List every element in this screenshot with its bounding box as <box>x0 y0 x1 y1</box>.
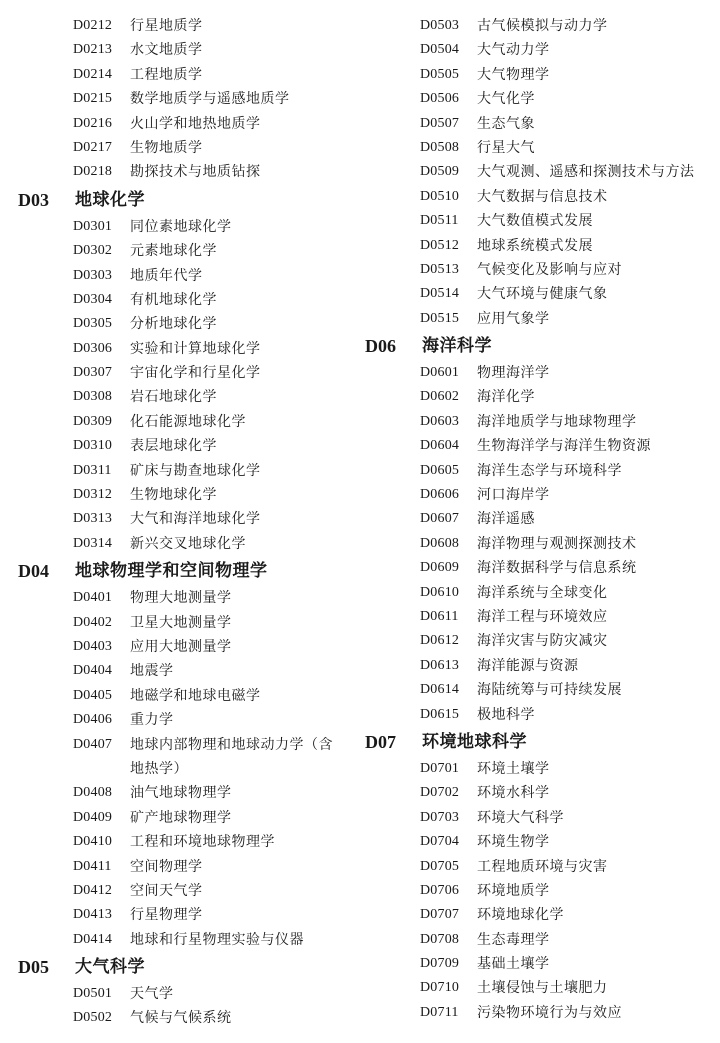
discipline-name: 化石能源地球化学 <box>130 413 246 430</box>
discipline-code: D0607 <box>420 511 460 527</box>
discipline-code: D0214 <box>73 66 113 82</box>
discipline-item <box>18 38 358 62</box>
discipline-item <box>18 982 358 1006</box>
discipline-code: D0212 <box>73 18 113 33</box>
discipline-name: 环境生物学 <box>477 834 550 851</box>
discipline-item <box>18 781 358 805</box>
discipline-item <box>18 507 358 531</box>
section-heading <box>18 952 358 982</box>
discipline-code: D0608 <box>420 535 460 551</box>
discipline-name: 行星大气 <box>477 139 535 156</box>
discipline-item <box>365 63 710 87</box>
discipline-code: D0504 <box>420 42 460 58</box>
left-column <box>18 14 358 1031</box>
discipline-item <box>365 928 710 952</box>
discipline-item <box>365 136 710 160</box>
discipline-code: D0702 <box>420 785 460 801</box>
discipline-item <box>18 215 358 239</box>
discipline-code: D0403 <box>73 638 113 654</box>
discipline-item <box>365 483 710 507</box>
discipline-name: 宇宙化学和行星化学 <box>130 365 261 382</box>
discipline-name: 大气物理学 <box>477 66 550 83</box>
discipline-code: D0409 <box>73 809 113 825</box>
discipline-code: D0508 <box>420 139 460 155</box>
discipline-name: 生物地质学 <box>130 139 203 156</box>
discipline-name: 气候与气候系统 <box>130 1010 232 1027</box>
discipline-item <box>18 532 358 556</box>
discipline-code: D0503 <box>420 18 460 33</box>
discipline-code: D0311 <box>73 462 112 478</box>
discipline-name: 行星地质学 <box>130 18 203 34</box>
discipline-code: D0701 <box>420 760 460 776</box>
discipline-item <box>18 684 358 708</box>
discipline-name: 环境土壤学 <box>477 760 550 777</box>
discipline-name: 大气环境与健康气象 <box>477 286 608 303</box>
section-title: 地球物理学和空间物理学 <box>75 561 268 582</box>
discipline-name: 环境大气科学 <box>477 809 564 826</box>
discipline-code: D0216 <box>73 115 113 131</box>
section-title: 大气科学 <box>75 957 145 978</box>
discipline-code: D0302 <box>73 243 113 259</box>
discipline-code: D0410 <box>73 834 113 850</box>
discipline-code: D0509 <box>420 164 460 180</box>
discipline-name: 海洋遥感 <box>477 511 535 528</box>
discipline-item <box>18 928 358 952</box>
section-title: 地球化学 <box>75 189 145 210</box>
discipline-name: 空间天气学 <box>130 882 203 899</box>
discipline-item <box>365 654 710 678</box>
discipline-name: 矿床与勘查地球化学 <box>130 462 261 479</box>
discipline-code: D0513 <box>420 261 460 277</box>
discipline-code: D0406 <box>73 712 113 728</box>
discipline-item <box>365 532 710 556</box>
discipline-name: 勘探技术与地质钻探 <box>130 164 261 181</box>
discipline-code: D0706 <box>420 882 460 898</box>
discipline-name: 环境水科学 <box>477 785 550 802</box>
discipline-name: 海洋数据科学与信息系统 <box>477 560 637 577</box>
discipline-code: D0708 <box>420 931 460 947</box>
discipline-item <box>18 459 358 483</box>
discipline-item <box>18 288 358 312</box>
discipline-name: 同位素地球化学 <box>130 218 232 235</box>
discipline-code: D0303 <box>73 267 113 283</box>
discipline-name: 海洋地质学与地球物理学 <box>477 413 637 430</box>
discipline-item <box>18 312 358 336</box>
discipline-code: D0604 <box>420 438 460 454</box>
discipline-item <box>18 830 358 854</box>
discipline-code: D0304 <box>73 291 113 307</box>
discipline-item <box>365 459 710 483</box>
section-code: D07 <box>365 731 396 752</box>
section-heading <box>365 727 710 757</box>
discipline-item <box>365 581 710 605</box>
discipline-name: 表层地球化学 <box>130 438 217 455</box>
discipline-code: D0405 <box>73 687 113 703</box>
discipline-name: 地球系统模式发展 <box>477 237 593 254</box>
discipline-code: D0309 <box>73 413 113 429</box>
discipline-item <box>365 903 710 927</box>
discipline-name: 物理大地测量学 <box>130 590 232 607</box>
discipline-name: 海洋化学 <box>477 389 535 406</box>
discipline-code: D0217 <box>73 139 113 155</box>
discipline-code: D0313 <box>73 511 113 527</box>
discipline-name: 大气数值模式发展 <box>477 213 593 230</box>
discipline-code: D0414 <box>73 931 113 947</box>
discipline-name: 物理海洋学 <box>477 365 550 382</box>
discipline-item <box>365 410 710 434</box>
discipline-item <box>365 434 710 458</box>
discipline-code: D0610 <box>420 584 460 600</box>
discipline-code: D0601 <box>420 365 460 381</box>
discipline-name: 海洋工程与环境效应 <box>477 608 608 625</box>
discipline-item <box>365 14 710 38</box>
discipline-code: D0310 <box>73 438 113 454</box>
discipline-code: D0401 <box>73 590 113 606</box>
discipline-item <box>365 629 710 653</box>
section-code: D03 <box>18 189 49 210</box>
discipline-name: 有机地球化学 <box>130 291 217 308</box>
discipline-item <box>18 434 358 458</box>
discipline-name: 生物地球化学 <box>130 487 217 504</box>
discipline-code: D0705 <box>420 858 460 874</box>
discipline-item <box>18 385 358 409</box>
discipline-code: D0314 <box>73 535 113 551</box>
discipline-name: 水文地质学 <box>130 42 203 59</box>
discipline-item <box>18 136 358 160</box>
discipline-item <box>18 112 358 136</box>
discipline-item <box>18 160 358 184</box>
discipline-name: 分析地球化学 <box>130 316 217 333</box>
discipline-code: D0710 <box>420 980 460 996</box>
discipline-code: D0402 <box>73 614 113 630</box>
discipline-item <box>365 976 710 1000</box>
discipline-item <box>365 952 710 976</box>
discipline-code: D0408 <box>73 785 113 801</box>
discipline-item <box>18 87 358 111</box>
discipline-code: D0515 <box>420 310 460 326</box>
section-code: D05 <box>18 957 49 978</box>
discipline-item <box>365 385 710 409</box>
discipline-item <box>365 209 710 233</box>
discipline-item <box>18 483 358 507</box>
discipline-item <box>365 879 710 903</box>
discipline-name: 生物海洋学与海洋生物资源 <box>477 438 651 455</box>
discipline-item <box>18 879 358 903</box>
discipline-item <box>365 556 710 580</box>
right-column <box>365 14 710 1025</box>
discipline-code: D0512 <box>420 237 460 253</box>
discipline-code: D0612 <box>420 633 460 649</box>
section-code: D06 <box>365 336 396 357</box>
discipline-item <box>18 806 358 830</box>
discipline-name: 古气候模拟与动力学 <box>477 18 608 34</box>
discipline-item <box>365 282 710 306</box>
discipline-code: D0709 <box>420 956 460 972</box>
discipline-item <box>365 87 710 111</box>
discipline-name: 天气学 <box>130 986 174 1003</box>
discipline-name: 火山学和地热地质学 <box>130 115 261 132</box>
discipline-item <box>18 708 358 732</box>
discipline-code: D0614 <box>420 682 460 698</box>
discipline-code: D0605 <box>420 462 460 478</box>
discipline-name: 生态毒理学 <box>477 931 550 948</box>
discipline-item <box>18 264 358 288</box>
discipline-code: D0404 <box>73 663 113 679</box>
discipline-item <box>365 234 710 258</box>
discipline-name: 油气地球物理学 <box>130 785 232 802</box>
discipline-name: 矿产地球物理学 <box>130 809 232 826</box>
discipline-name: 基础土壤学 <box>477 956 550 973</box>
discipline-item <box>365 678 710 702</box>
discipline-name: 新兴交叉地球化学 <box>130 535 246 552</box>
discipline-code: D0407 <box>73 736 113 752</box>
discipline-item <box>18 337 358 361</box>
discipline-item <box>365 185 710 209</box>
discipline-code: D0215 <box>73 91 113 107</box>
discipline-name: 大气和海洋地球化学 <box>130 511 261 528</box>
discipline-code: D0603 <box>420 413 460 429</box>
discipline-code: D0707 <box>420 907 460 923</box>
discipline-code: D0506 <box>420 91 460 107</box>
discipline-name: 污染物环境行为与效应 <box>477 1004 622 1021</box>
discipline-name: 重力学 <box>130 712 174 729</box>
section-heading <box>18 556 358 586</box>
discipline-code: D0502 <box>73 1010 113 1026</box>
discipline-item <box>18 361 358 385</box>
discipline-item <box>18 586 358 610</box>
discipline-code: D0615 <box>420 706 460 722</box>
discipline-name: 地磁学和地球电磁学 <box>130 687 261 704</box>
discipline-item <box>365 38 710 62</box>
discipline-name: 工程地质学 <box>130 66 203 83</box>
discipline-code: D0602 <box>420 389 460 405</box>
discipline-code: D0505 <box>420 66 460 82</box>
discipline-code: D0305 <box>73 316 113 332</box>
discipline-item <box>18 659 358 683</box>
discipline-name: 气候变化及影响与应对 <box>477 261 622 278</box>
discipline-code: D0510 <box>420 188 460 204</box>
discipline-name: 生态气象 <box>477 115 535 132</box>
discipline-name: 应用大地测量学 <box>130 638 232 655</box>
discipline-item <box>365 112 710 136</box>
discipline-code: D0613 <box>420 657 460 673</box>
discipline-name: 土壤侵蚀与土壤肥力 <box>477 980 608 997</box>
discipline-item <box>365 361 710 385</box>
discipline-name: 环境地质学 <box>477 882 550 899</box>
discipline-item <box>365 307 710 331</box>
discipline-code: D0301 <box>73 218 113 234</box>
discipline-item <box>365 507 710 531</box>
discipline-item <box>365 605 710 629</box>
discipline-name: 大气观测、遥感和探测技术与方法 <box>477 164 695 181</box>
discipline-item <box>18 635 358 659</box>
discipline-code: D0413 <box>73 907 113 923</box>
discipline-name: 地质年代学 <box>130 267 203 284</box>
discipline-name: 海洋灾害与防灾减灾 <box>477 633 608 650</box>
discipline-name: 卫星大地测量学 <box>130 614 232 631</box>
discipline-item <box>18 14 358 38</box>
discipline-name: 地球内部物理和地球动力学（含地热学） <box>130 736 333 777</box>
discipline-name: 大气化学 <box>477 91 535 108</box>
discipline-name: 大气动力学 <box>477 42 550 59</box>
discipline-item <box>18 239 358 263</box>
discipline-code: D0312 <box>73 487 113 503</box>
discipline-code: D0411 <box>73 858 112 874</box>
discipline-item <box>18 903 358 927</box>
discipline-name: 海洋生态学与环境科学 <box>477 462 622 479</box>
discipline-item <box>18 733 358 782</box>
discipline-name: 地震学 <box>130 663 174 680</box>
discipline-name: 元素地球化学 <box>130 243 217 260</box>
discipline-name: 河口海岸学 <box>477 487 550 504</box>
discipline-item <box>365 258 710 282</box>
discipline-code: D0412 <box>73 882 113 898</box>
discipline-item <box>18 1006 358 1030</box>
discipline-name: 极地科学 <box>477 706 535 723</box>
discipline-item <box>365 703 710 727</box>
discipline-name: 海陆统筹与可持续发展 <box>477 682 622 699</box>
discipline-name: 海洋系统与全球变化 <box>477 584 608 601</box>
discipline-item <box>18 410 358 434</box>
discipline-item <box>365 806 710 830</box>
discipline-code: D0711 <box>420 1004 459 1020</box>
discipline-name: 数学地质学与遥感地质学 <box>130 91 290 108</box>
discipline-name: 行星物理学 <box>130 907 203 924</box>
discipline-code: D0306 <box>73 340 113 356</box>
discipline-item <box>18 855 358 879</box>
discipline-code: D0308 <box>73 389 113 405</box>
discipline-name: 工程和环境地球物理学 <box>130 834 275 851</box>
discipline-item <box>18 611 358 635</box>
discipline-code: D0218 <box>73 164 113 180</box>
discipline-code: D0606 <box>420 487 460 503</box>
section-heading <box>18 185 358 215</box>
discipline-name: 岩石地球化学 <box>130 389 217 406</box>
discipline-item <box>18 63 358 87</box>
discipline-name: 应用气象学 <box>477 310 550 327</box>
discipline-code: D0213 <box>73 42 113 58</box>
discipline-name: 实验和计算地球化学 <box>130 340 261 357</box>
section-code: D04 <box>18 561 49 582</box>
discipline-code: D0704 <box>420 834 460 850</box>
section-heading <box>365 331 710 361</box>
discipline-name: 海洋能源与资源 <box>477 657 579 674</box>
discipline-code: D0611 <box>420 608 459 624</box>
discipline-code: D0507 <box>420 115 460 131</box>
discipline-name: 大气数据与信息技术 <box>477 188 608 205</box>
discipline-item <box>365 781 710 805</box>
discipline-name: 海洋物理与观测探测技术 <box>477 535 637 552</box>
discipline-name: 工程地质环境与灾害 <box>477 858 608 875</box>
discipline-name: 地球和行星物理实验与仪器 <box>130 931 304 948</box>
discipline-code: D0307 <box>73 365 113 381</box>
discipline-name: 环境地球化学 <box>477 907 564 924</box>
discipline-code: D0501 <box>73 986 113 1002</box>
section-title: 海洋科学 <box>422 336 492 357</box>
discipline-code: D0511 <box>420 213 459 229</box>
discipline-item <box>365 830 710 854</box>
section-title: 环境地球科学 <box>422 731 527 752</box>
discipline-code: D0609 <box>420 560 460 576</box>
discipline-item <box>365 757 710 781</box>
discipline-name: 空间物理学 <box>130 858 203 875</box>
discipline-item <box>365 1001 710 1025</box>
discipline-code: D0703 <box>420 809 460 825</box>
discipline-code: D0514 <box>420 286 460 302</box>
discipline-item <box>365 855 710 879</box>
discipline-item <box>365 160 710 184</box>
